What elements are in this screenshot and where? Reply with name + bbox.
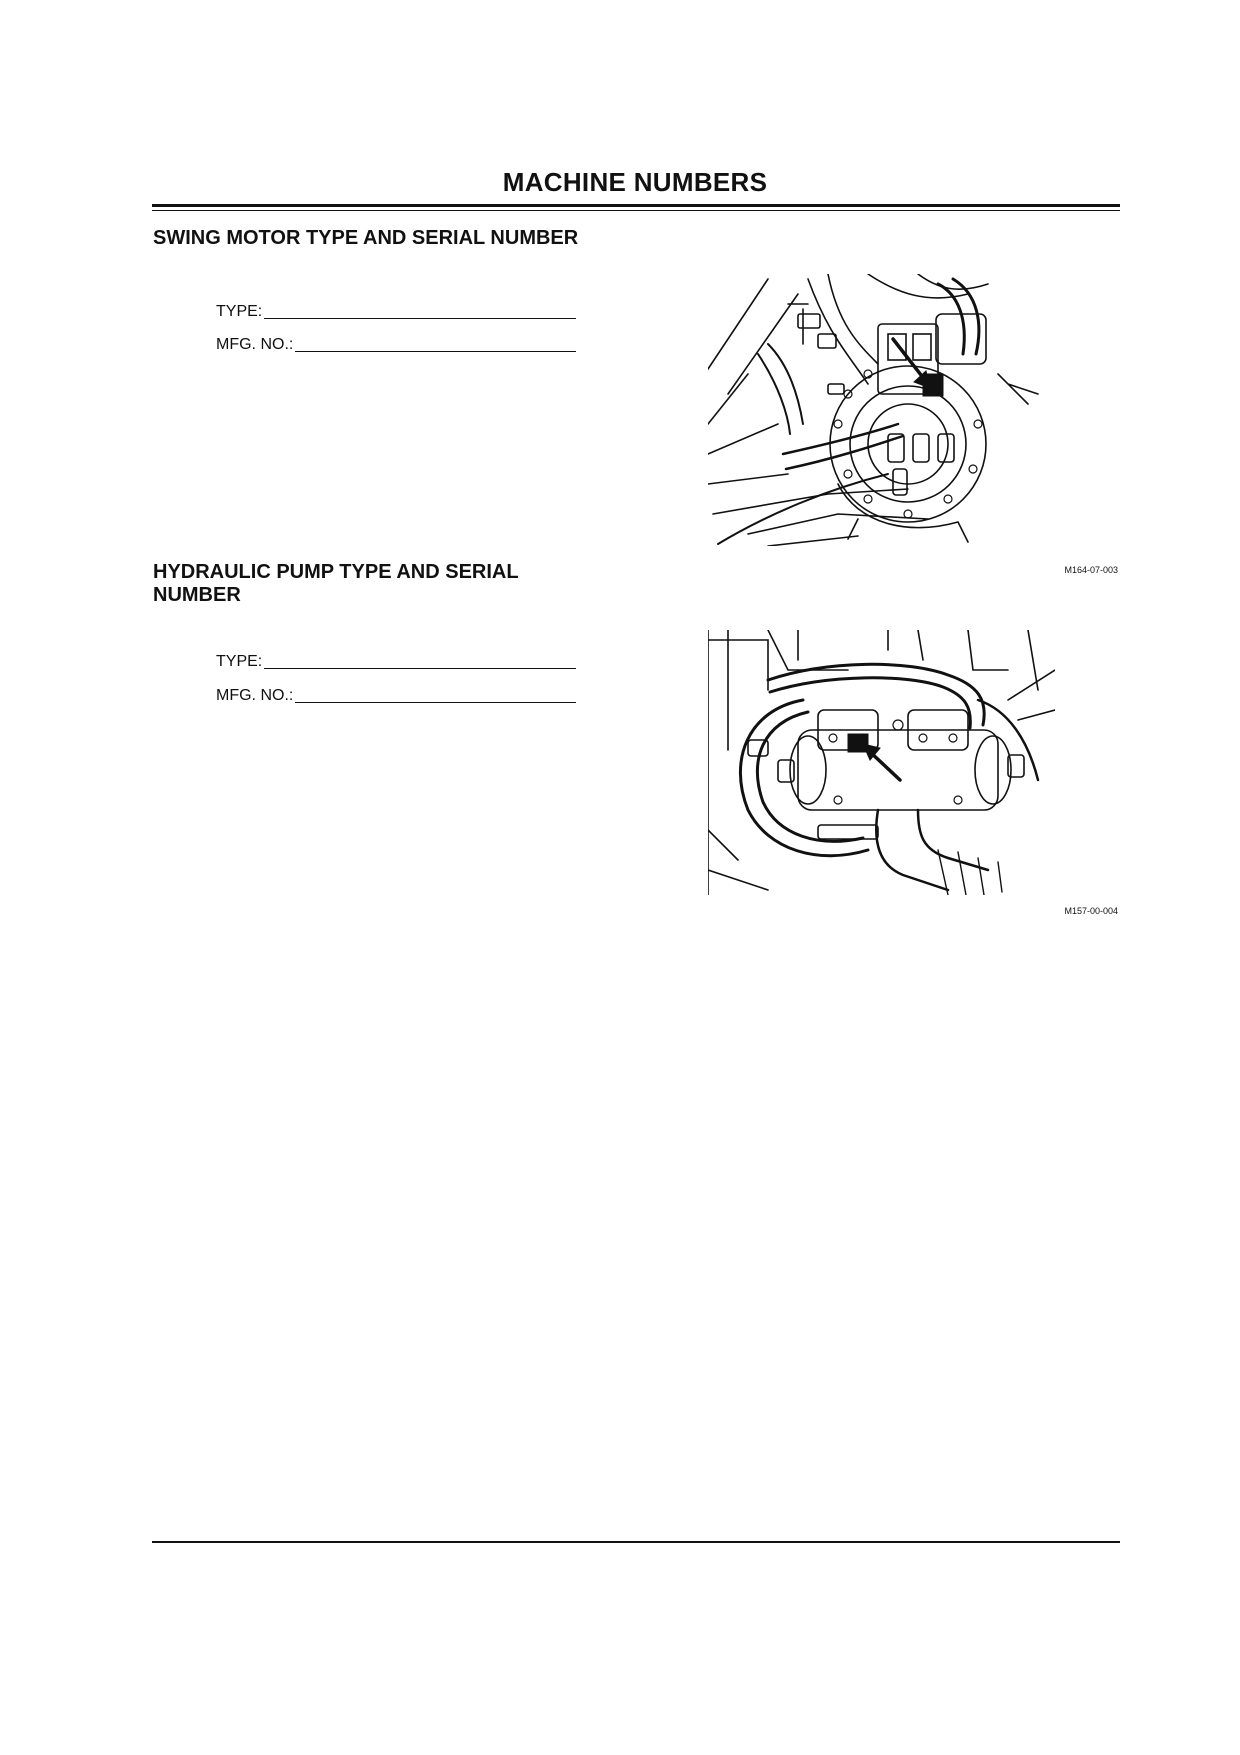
mfg-no-label: MFG. NO.: [216,336,294,353]
type-label: TYPE: [216,303,263,320]
swing-motor-mfg-no-field[interactable] [216,330,576,354]
mfg-no-label: MFG. NO.: [216,687,294,704]
swing-motor-figure [708,274,1048,546]
hydraulic-pump-type-field[interactable] [216,647,576,671]
swing-motor-heading: SWING MOTOR TYPE AND SERIAL NUMBER [153,227,579,249]
type-label: TYPE: [216,653,263,670]
footer-rule [152,1541,1120,1543]
mfg-no-blank-line [295,351,576,352]
type-blank-line [264,318,576,319]
hydraulic-pump-heading: HYDRAULIC PUMP TYPE AND SERIAL NUMBER [153,561,519,606]
swing-motor-figure-code: M164-07-003 [1064,565,1118,575]
type-blank-line [264,668,576,669]
header-rule [152,204,1120,207]
header-rule-thin [152,210,1120,211]
hydraulic-pump-mfg-no-field[interactable] [216,681,576,705]
hydraulic-pump-figure [708,630,1055,895]
swing-motor-type-field[interactable] [216,297,576,321]
hydraulic-pump-figure-code: M157-00-004 [1064,906,1118,916]
mfg-no-blank-line [295,702,576,703]
page-title: MACHINE NUMBERS [502,167,768,197]
